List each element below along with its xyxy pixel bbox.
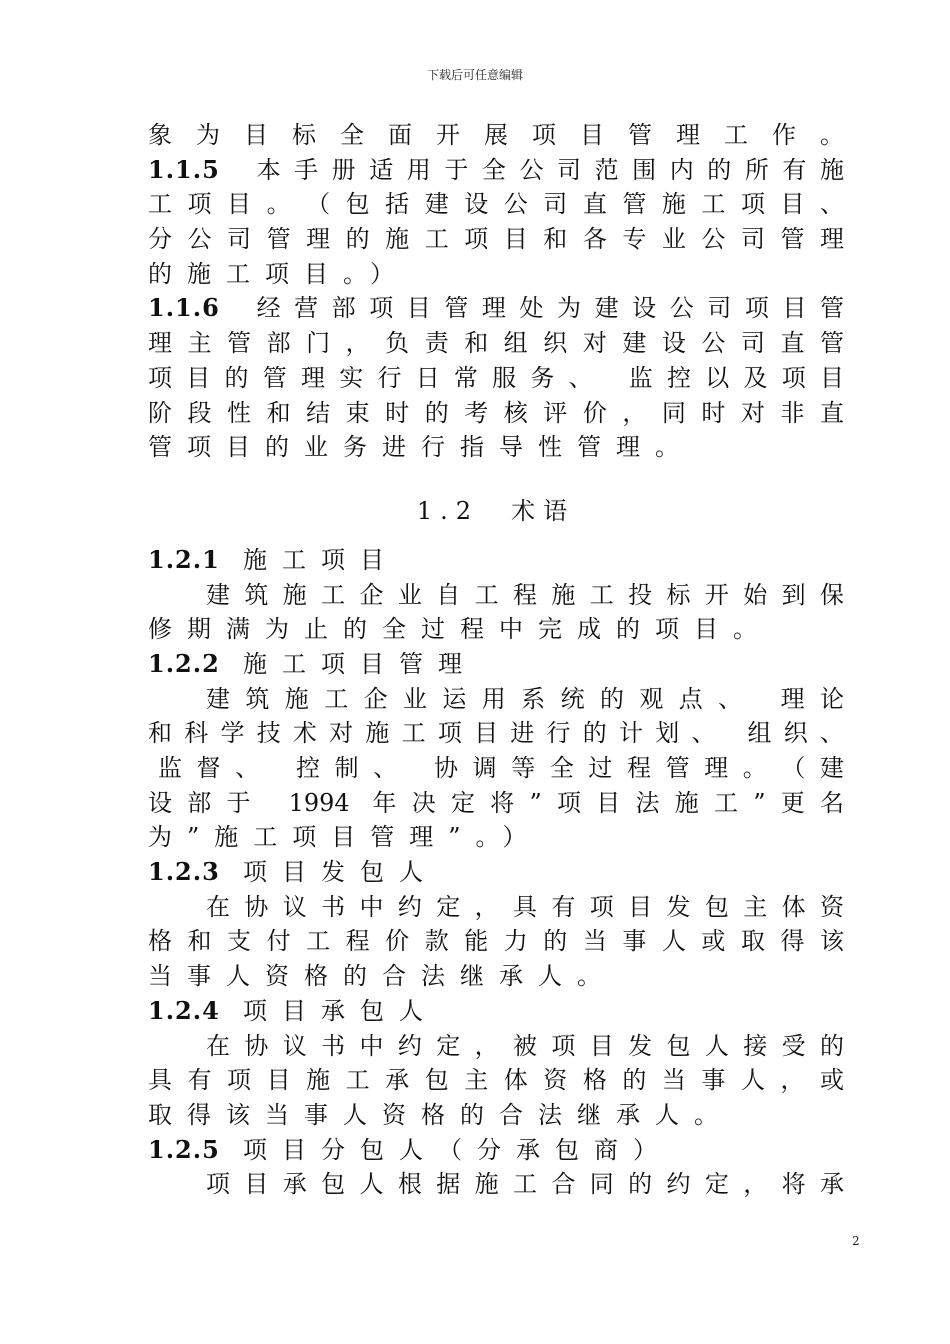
text-line: 在​协​议​书​中​约​定​，​被​项​目​发​包​人​接​受​的 <box>206 1031 844 1060</box>
text-line: 取得该当事人资格的合法继承人。 <box>148 1100 733 1129</box>
text-line: 为”施工项目管理”。） <box>148 823 542 852</box>
clause-number: 1.1.6 <box>148 293 220 323</box>
subsection-heading <box>148 543 844 578</box>
text-line: 设​部​于​ ​1​9​9​4​ ​年​决​定​将​”​项​目​法​施​工​”​更​名 <box>148 788 844 817</box>
clause-1-1-5-first-line <box>148 153 844 188</box>
subsection-heading <box>148 855 844 890</box>
document-body <box>148 118 844 1202</box>
subsection-title: 项目承包人 <box>243 996 438 1025</box>
text-line: 项​目​的​管​理​实​行​日​常​服​务​、​ ​监​控​以​及​项​目 <box>148 363 844 392</box>
subsection-heading <box>148 994 844 1029</box>
text-line: 项​目​承​包​人​根​据​施​工​合​同​的​约​定​，​将​承 <box>206 1170 844 1199</box>
clause-number: 1.2.1 <box>148 544 220 574</box>
page-header: 下载后可任意编辑 <box>426 68 523 82</box>
text-line: 格​和​支​付​工​程​价​款​能​力​的​当​事​人​或​取​得​该 <box>148 927 844 956</box>
text-line: 当事人资格的合法继承人。 <box>148 962 616 991</box>
section-heading: 1.2 术语 <box>416 496 576 525</box>
clause-number: 1.2.4 <box>148 995 220 1025</box>
clause-number: 1.2.5 <box>148 1134 220 1164</box>
text-line: 阶​段​性​和​结​束​时​的​考​核​评​价​，​同​时​对​非​直 <box>148 398 844 427</box>
subsection-heading <box>148 1133 844 1168</box>
text-line: 象​为​目​标​全​面​开​展​项​目​管​理​工​作​。 <box>148 121 844 149</box>
clause-1-1-6-first-line <box>148 291 844 326</box>
text-line: 分​公​司​管​理​的​施​工​项​目​和​各​专​业​公​司​管​理 <box>148 225 844 254</box>
text-line: 监​督​、​ ​控​制​、​ ​协​调​等​全​过​程​管​理​。​（​建 <box>158 754 844 782</box>
text-line: 管项目的业务进行指导性管理。 <box>148 433 694 462</box>
text-line: 建​筑​施​工​企​业​自​工​程​施​工​投​标​开​始​到​保 <box>206 580 844 609</box>
subsection-title: 项目分包人（分承包商） <box>243 1135 672 1164</box>
subsection-title: 施工项目 <box>243 545 399 574</box>
clause-number: 1.2.2 <box>148 648 220 678</box>
subsection-heading <box>148 647 844 682</box>
text-line: 具​有​项​目​施​工​承​包​主​体​资​格​的​当​事​人​，​或 <box>148 1066 844 1095</box>
text-line: 和​科​学​技​术​对​施​工​项​目​进​行​的​计​划​、​ ​组​织​、 <box>148 719 844 748</box>
text-line: 工​项​目​。​（​包​括​建​设​公​司​直​管​施​工​项​目​、 <box>148 190 844 219</box>
text-line: 在​协​议​书​中​约​定​，​具​有​项​目​发​包​主​体​资 <box>206 892 844 921</box>
text-line: 理​主​管​部​门​，​负​责​和​组​织​对​建​设​公​司​直​管 <box>148 329 844 358</box>
text-line: 本​手​册​适​用​于​全​公​司​范​围​内​的​所​有​施 <box>243 155 844 184</box>
text-line: 的施工项目。） <box>148 259 409 288</box>
clause-number: 1.1.5 <box>148 154 220 184</box>
clause-number: 1.2.3 <box>148 857 220 887</box>
page-number: 2 <box>852 1234 860 1248</box>
text-line: 建​筑​施​工​企​业​运​用​系​统​的​观​点​、​ ​理​论 <box>206 684 844 713</box>
text-line: 修期满为止的全过程中完成的项目。 <box>148 615 772 644</box>
text-line: 经​营​部​项​目​管​理​处​为​建​设​公​司​项​目​管 <box>243 294 844 323</box>
subsection-title: 项目发包人 <box>243 858 438 887</box>
subsection-title: 施工项目管理 <box>243 649 477 678</box>
